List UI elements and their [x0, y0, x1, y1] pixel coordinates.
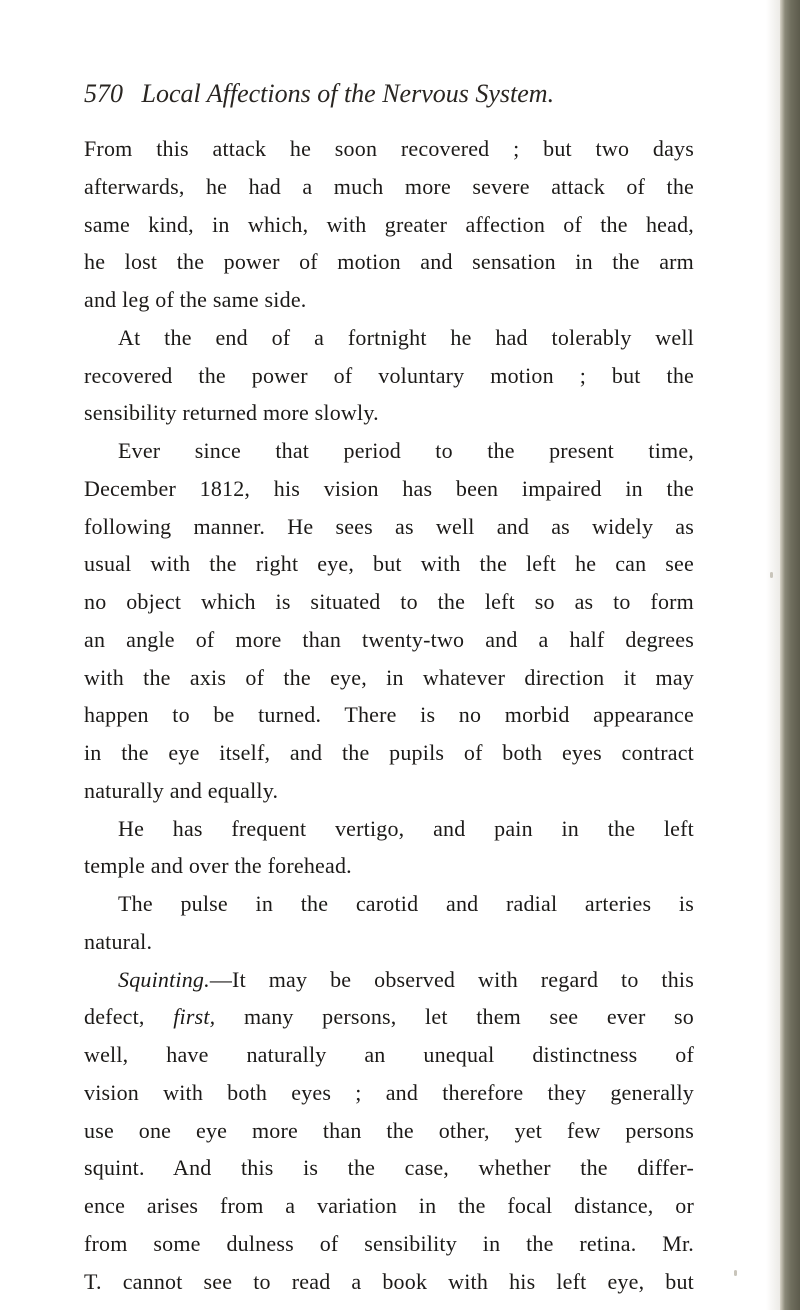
page-number: 570 — [84, 79, 123, 108]
line-text: well, have naturally an unequal distinctness of — [84, 1042, 694, 1067]
text-line — [84, 1149, 694, 1187]
line-text: vision with both eyes ; and therefore they generally — [84, 1079, 694, 1105]
text-line — [84, 621, 694, 659]
text-line — [84, 885, 694, 923]
line-text: use one eye more than the other, yet few persons — [84, 1117, 694, 1143]
line-text: and leg of the same side. — [84, 287, 307, 312]
line-text: following manner. He sees as well and as widely as — [84, 513, 694, 539]
line-text: He has frequent vertigo, and pain in the left — [118, 815, 694, 841]
text-line — [84, 357, 694, 395]
line-text: same kind, in which, with greater affection of the head, — [84, 211, 694, 237]
line-text: T. cannot see to read a book with his left eye, but — [84, 1268, 694, 1294]
line-text: natural. — [84, 928, 153, 954]
text-line — [84, 1112, 694, 1150]
line-text: from some dulness of sensibility in the retina. Mr. — [84, 1230, 694, 1256]
body-text — [84, 130, 694, 1300]
line-text: The pulse in the carotid and radial arteries is — [118, 891, 694, 916]
line-text: recovered the power of voluntary motion ; but the — [84, 362, 694, 388]
text-line — [84, 206, 694, 244]
text-line — [84, 470, 694, 508]
text-line — [84, 583, 694, 621]
text-line — [84, 659, 694, 697]
italic-word: first, — [173, 1004, 216, 1030]
paper-speck — [770, 572, 773, 578]
text-line — [84, 696, 694, 734]
line-text: ence arises from a variation in the focal distance, or — [84, 1193, 694, 1218]
line-text: with the axis of the eye, in whatever direction it may — [84, 664, 694, 690]
line-text: At the end of a fortnight he had tolerably well — [118, 324, 694, 350]
text-line — [84, 243, 694, 281]
running-head-title: Local Affections of the Nervous System. — [141, 79, 555, 108]
line-text: no object which is situated to the left so as to form — [84, 589, 694, 614]
text-line — [84, 923, 694, 961]
line-text: squint. And this is the case, whether the differ- — [84, 1155, 694, 1181]
line-text: afterwards, he had a much more severe attack of the — [84, 173, 694, 199]
line-text: happen to be turned. There is no morbid appearance — [84, 702, 694, 728]
line-text-continued: many persons, let them see ever so — [215, 1004, 694, 1030]
text-line — [84, 1074, 694, 1112]
line-text: temple and over the forehead. — [84, 853, 352, 879]
text-line — [84, 1187, 694, 1225]
text-line — [84, 998, 694, 1036]
line-text: he lost the power of motion and sensation in the arm — [84, 249, 694, 275]
text-line — [84, 810, 694, 848]
text-line — [84, 130, 694, 168]
line-text: From this attack he soon recovered ; but two days — [84, 136, 694, 161]
text-line — [84, 281, 694, 319]
text-line — [84, 772, 694, 810]
text-line — [84, 734, 694, 772]
text-line — [84, 319, 694, 357]
text-line — [84, 432, 694, 470]
text-line — [84, 1036, 694, 1074]
text-line — [84, 508, 694, 546]
line-text: usual with the right eye, but with the left he can see — [84, 551, 694, 577]
paper-speck — [734, 1270, 737, 1276]
text-line — [84, 961, 694, 999]
text-line — [84, 168, 694, 206]
line-text: December 1812, his vision has been impaired in the — [84, 475, 694, 501]
italic-heading: Squinting. — [118, 966, 210, 992]
line-text: an angle of more than twenty-two and a half degrees — [84, 626, 694, 652]
line-text: naturally and equally. — [84, 777, 279, 803]
line-text: defect, — [84, 1004, 174, 1030]
line-text: in the eye itself, and the pupils of both eyes contract — [84, 740, 694, 765]
line-text: sensibility returned more slowly. — [84, 400, 379, 426]
line-text: —It may be observed with regard to this — [209, 966, 694, 992]
line-text: Ever since that period to the present time, — [118, 438, 694, 463]
text-line — [84, 1263, 694, 1301]
text-line — [84, 394, 694, 432]
text-line — [84, 1225, 694, 1263]
running-head — [84, 76, 744, 112]
binding-shadow — [766, 0, 780, 1310]
text-line — [84, 847, 694, 885]
text-line — [84, 545, 694, 583]
page-binding-edge — [780, 0, 800, 1310]
